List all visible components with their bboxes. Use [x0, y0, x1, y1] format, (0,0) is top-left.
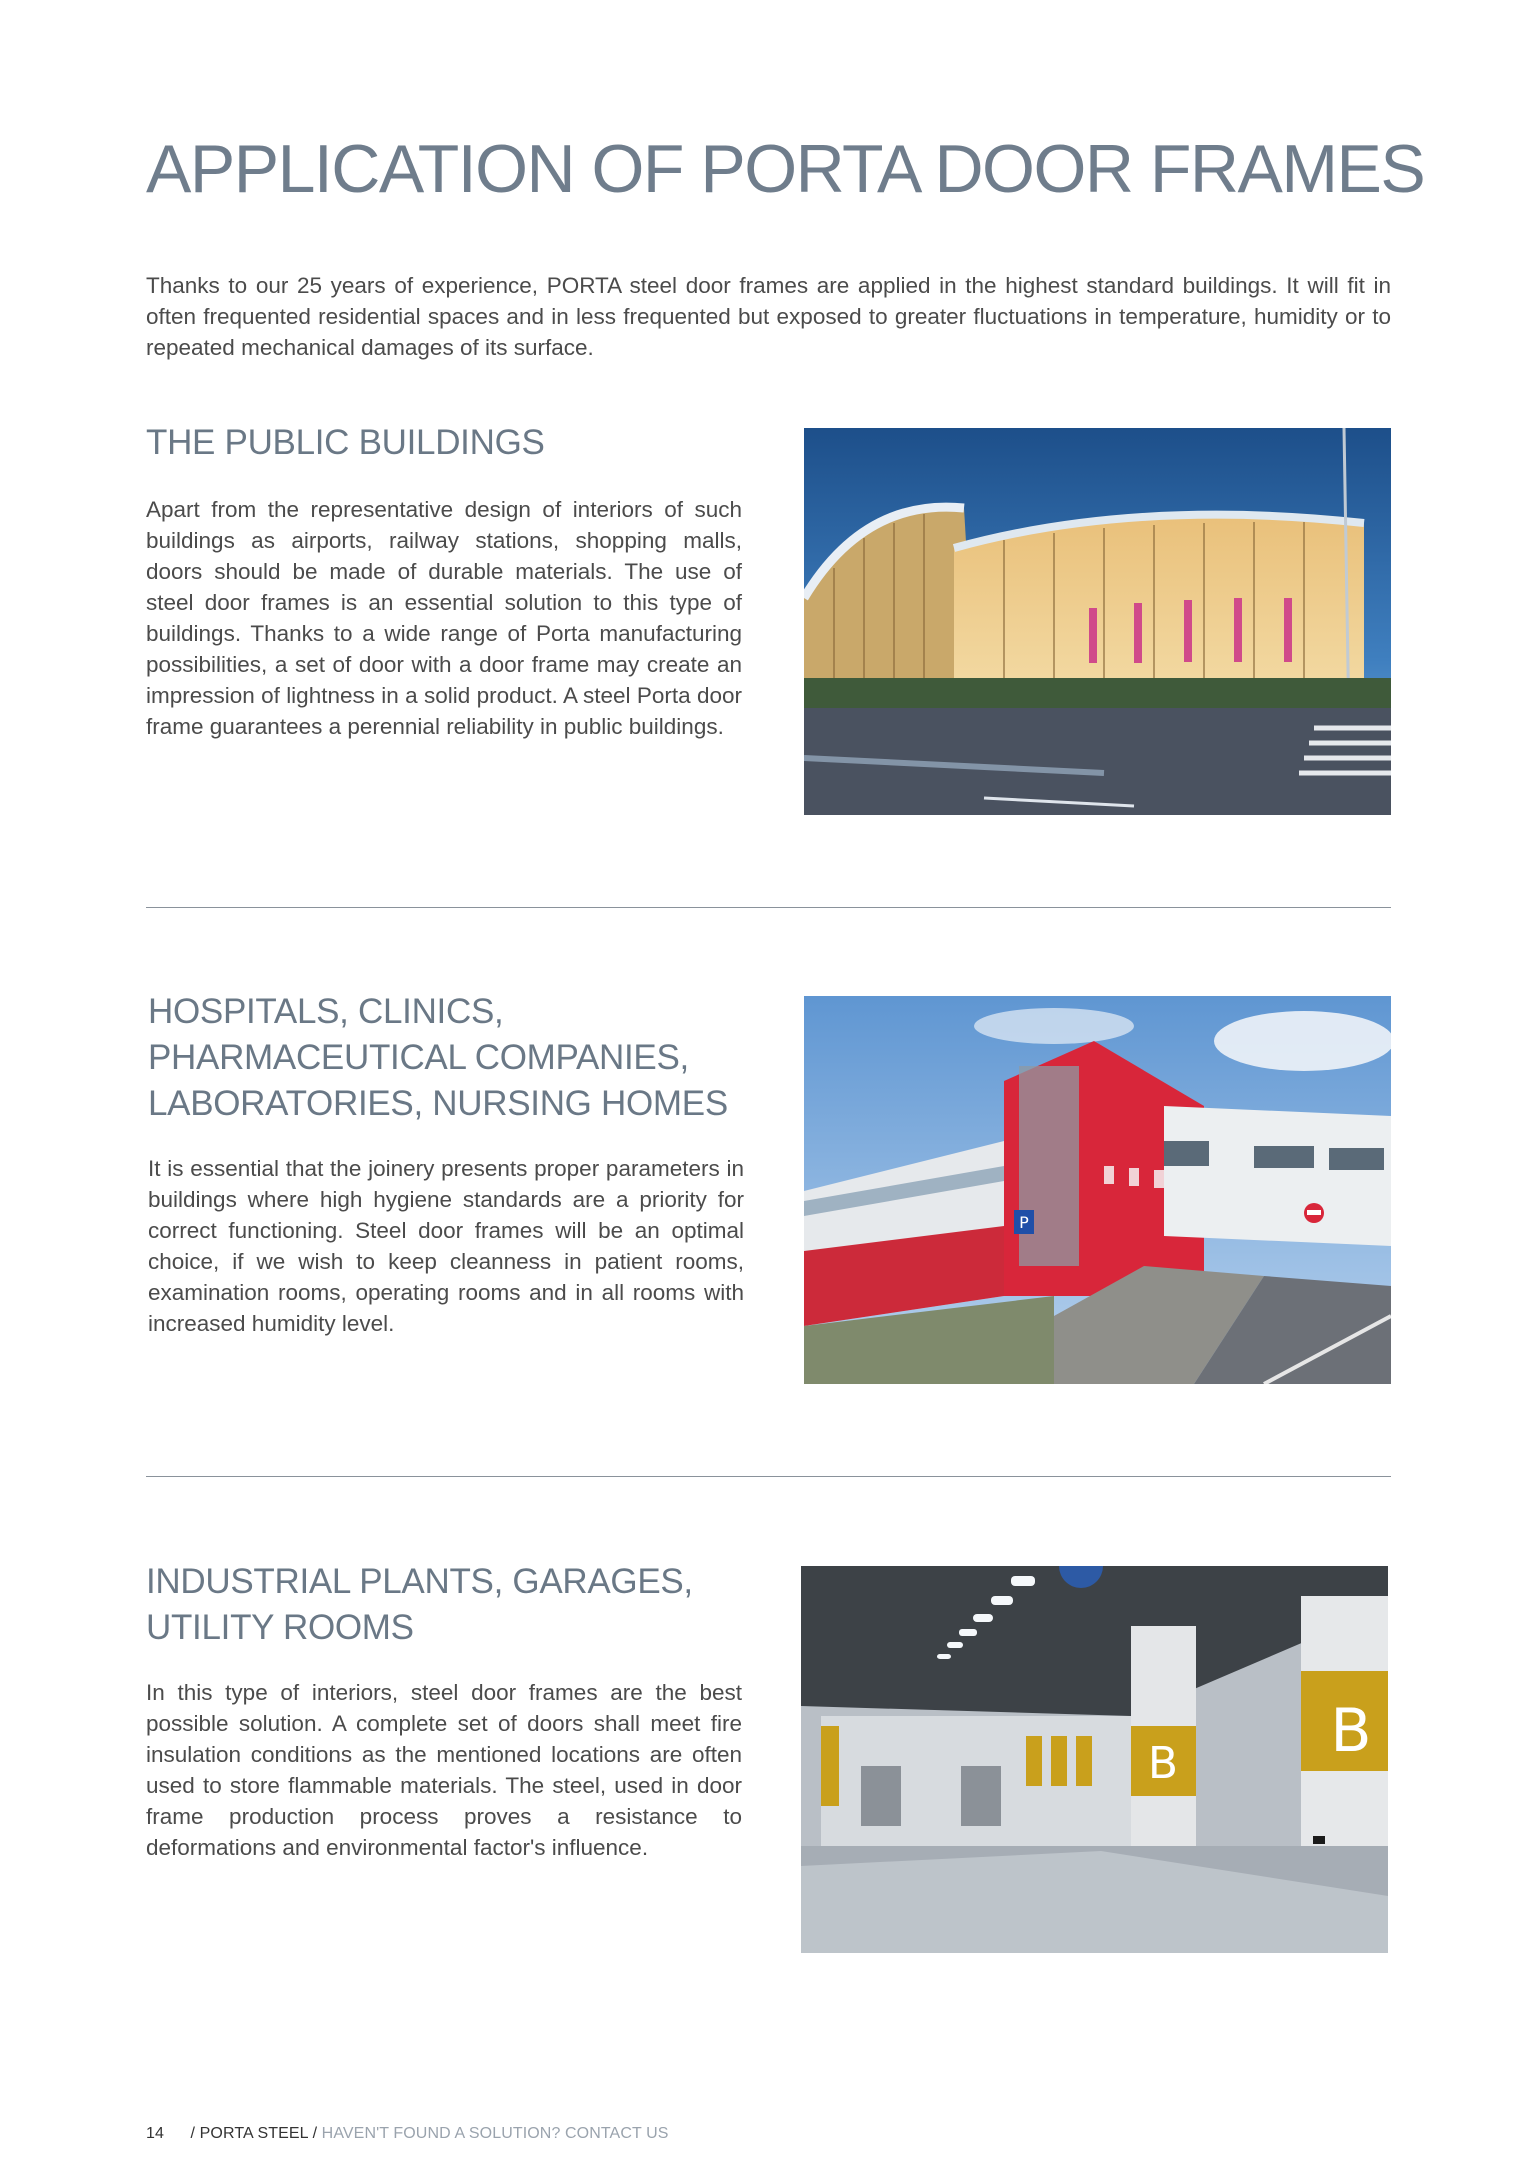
page-number: 14: [146, 2125, 164, 2142]
footer-brand: / PORTA STEEL /: [190, 2125, 318, 2142]
section-divider: [146, 1476, 1391, 1477]
svg-text:B: B: [1147, 1738, 1179, 1789]
hospital-photo: [804, 996, 1391, 1384]
section-heading: INDUSTRIAL PLANTS, GARAGES, UTILITY ROOMS: [146, 1562, 693, 1647]
section-body: In this type of interiors, steel door frames are the best possible solution. A complete set of doors shall meet fire insulation conditions as the mentioned locations are often used to store flammable materials. The steel, used in door frame production process proves a resistance to deformations and environmental factor's influence.: [146, 1680, 742, 1860]
section-heading: THE PUBLIC BUILDINGS: [146, 423, 545, 462]
section-divider: [146, 907, 1391, 908]
section-body: Apart from the representative design of interiors of such buildings as airports, railway stations, shopping malls, doors should be made of durable materials. The use of steel door frames is an essential solution to this type of buildings. Thanks to a wide range of Porta manufacturing possibilities, a set of door with a door frame may create an impression of lightness in a solid product. A steel Porta door frame guarantees a perennial reliability in public buildings.: [146, 497, 742, 739]
svg-text:P: P: [1019, 1213, 1029, 1232]
page-title: APPLICATION OF PORTA DOOR FRAMES: [146, 131, 1425, 207]
footer-contact-link[interactable]: HAVEN'T FOUND A SOLUTION? CONTACT US: [321, 2125, 669, 2142]
section-body: It is essential that the joinery presents proper parameters in buildings where high hygiene standards are a priority for correct functioning. Steel door frames will be an optimal choice, if we wish to keep cleanness in patient rooms, examination rooms, operating rooms and in all rooms with increased humidity level.: [148, 1156, 744, 1336]
svg-text:B: B: [1330, 1696, 1372, 1766]
public-building-photo: [804, 428, 1391, 815]
garage-photo: [801, 1566, 1388, 1953]
section-heading: HOSPITALS, CLINICS, PHARMACEUTICAL COMPANIES, LABORATORIES, NURSING HOMES: [148, 992, 728, 1123]
page-footer: [146, 2125, 669, 2143]
intro-paragraph: Thanks to our 25 years of experience, PORTA steel door frames are applied in the highest standard buildings. It will fit in often frequented residential spaces and in less frequented but exposed to greater fluctuations in temperature, humidity or to repeated mechanical damages of its surface.: [146, 273, 1391, 360]
